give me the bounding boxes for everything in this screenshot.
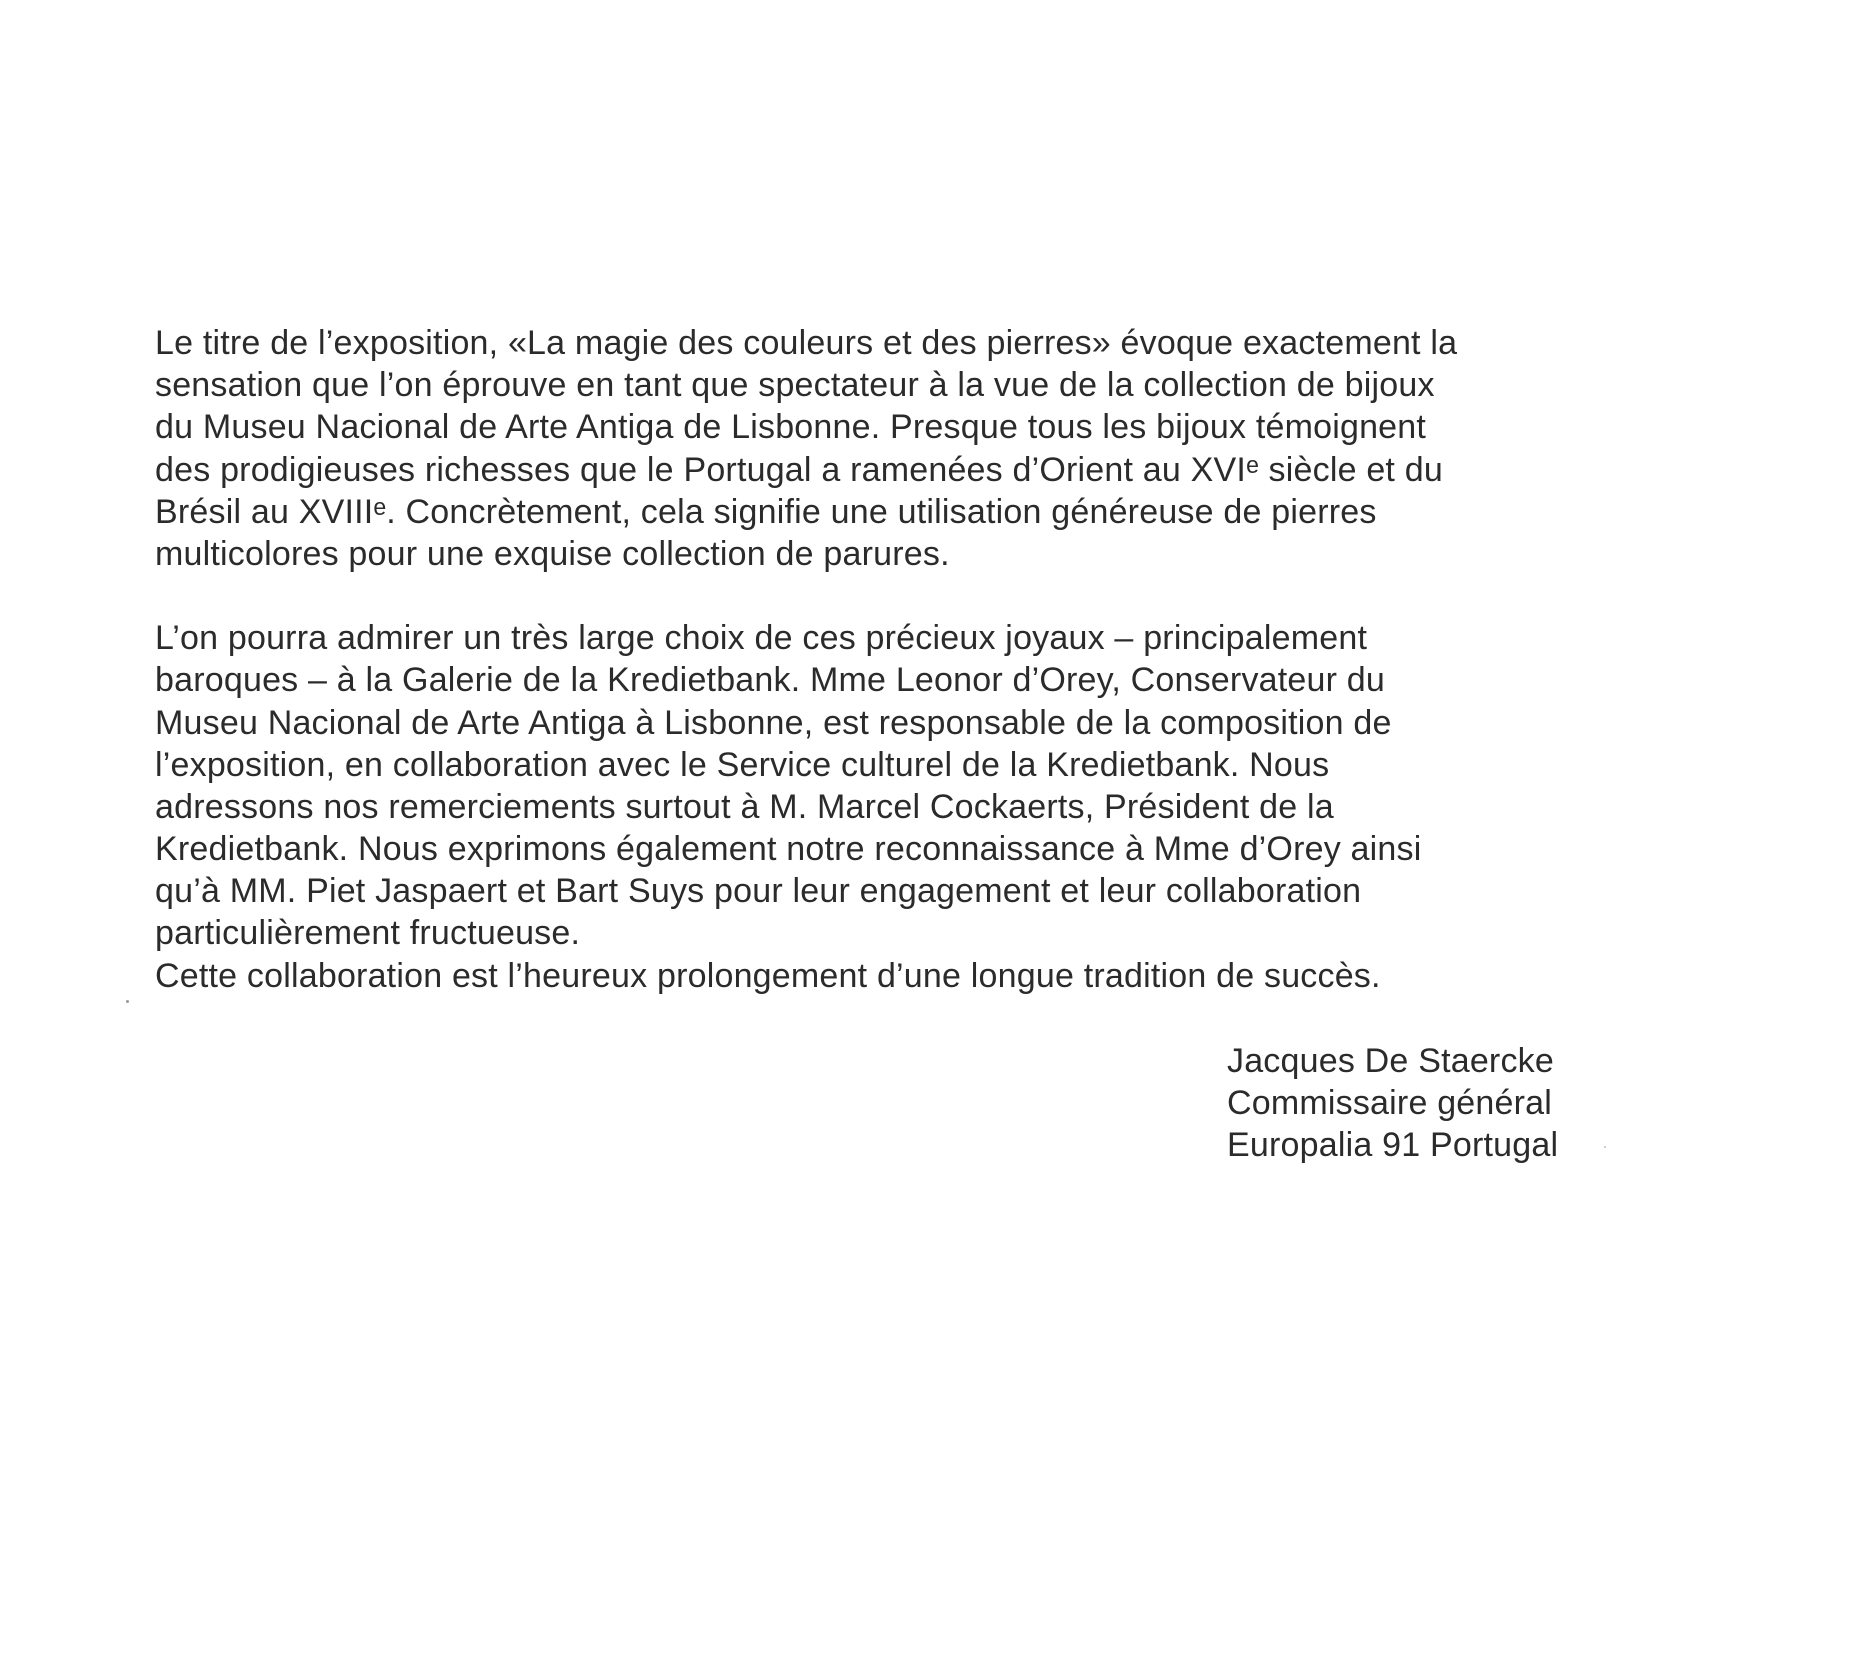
paragraph-line: l’exposition, en collaboration avec le Service culturel de la Kredietbank. Nous bbox=[155, 745, 1330, 784]
paragraph-line: particulièrement fructueuse. bbox=[155, 914, 581, 953]
signature-organization: Europalia 91 Portugal bbox=[1227, 1126, 1559, 1165]
paragraph-line: multicolores pour une exquise collection de parures. bbox=[155, 534, 950, 573]
paragraph-line: sensation que l’on éprouve en tant que spectateur à la vue de la collection de bijoux bbox=[155, 366, 1435, 405]
paragraph-line: Le titre de l’exposition, «La magie des couleurs et des pierres» évoque exactement la bbox=[155, 324, 1458, 362]
paragraph-line: Kredietbank. Nous exprimons également notre reconnaissance à Mme d’Orey ainsi bbox=[155, 830, 1422, 869]
signature-role: Commissaire général bbox=[1227, 1084, 1553, 1123]
paper-speck bbox=[126, 1000, 129, 1003]
paragraph-acknowledgements bbox=[155, 617, 1615, 997]
paragraph-line: L’on pourra admirer un très large choix de ces précieux joyaux – principalement bbox=[155, 619, 1368, 658]
paragraph-line: Brésil au XVIIIᵉ. Concrètement, cela signifie une utilisation généreuse de pierres bbox=[155, 492, 1377, 531]
paragraph-line: qu’à MM. Piet Jaspaert et Bart Suys pour leur engagement et leur collaboration bbox=[155, 872, 1362, 911]
paragraph-line: Museu Nacional de Arte Antiga à Lisbonne, est responsable de la composition de bbox=[155, 703, 1392, 742]
paragraph-intro bbox=[155, 322, 1615, 575]
body-text bbox=[155, 322, 1615, 997]
paragraph-line: du Museu Nacional de Arte Antiga de Lisbonne. Presque tous les bijoux témoignent bbox=[155, 408, 1427, 447]
paragraph-spacer bbox=[155, 575, 1615, 617]
signature-block bbox=[1227, 1040, 1558, 1167]
paragraph-line: baroques – à la Galerie de la Kredietbank. Mme Leonor d’Orey, Conservateur du bbox=[155, 661, 1386, 700]
paragraph-line: des prodigieuses richesses que le Portugal a ramenées d’Orient au XVIᵉ siècle et du bbox=[155, 450, 1443, 489]
signature-name: Jacques De Staercke bbox=[1227, 1042, 1554, 1080]
paragraph-line: Cette collaboration est l’heureux prolongement d’une longue tradition de succès. bbox=[155, 956, 1381, 995]
paper-speck bbox=[1604, 1146, 1606, 1148]
paragraph-line: adressons nos remerciements surtout à M. Marcel Cockaerts, Président de la bbox=[155, 787, 1334, 826]
